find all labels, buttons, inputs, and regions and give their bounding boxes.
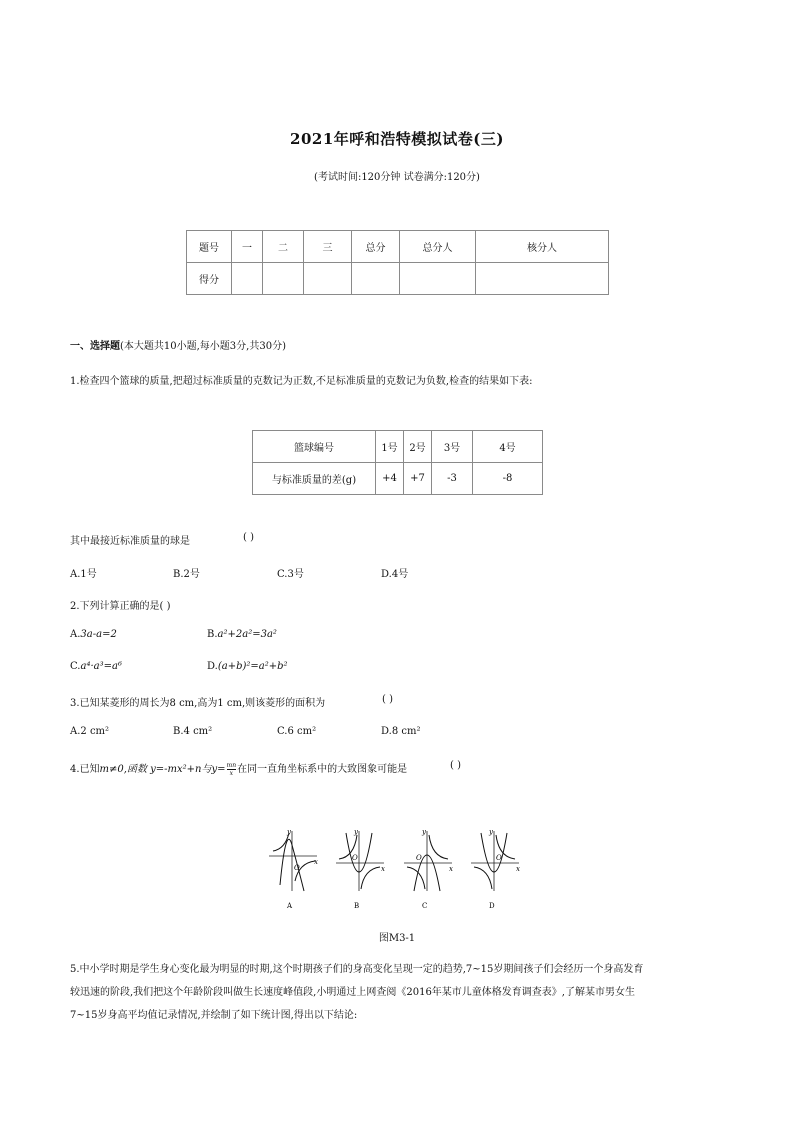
origin-label: O: [352, 854, 358, 862]
option-d: D.4号: [381, 569, 409, 580]
score-table: [186, 230, 609, 295]
option-b: B.4 cm²: [173, 726, 213, 737]
ball-value-cell: -3: [432, 463, 473, 495]
option-c: C.a⁴·a³=a⁶: [70, 661, 122, 672]
option-b: B.2号: [173, 569, 200, 580]
score-header-cell: 核分人: [476, 231, 609, 263]
graph-label-d: D: [489, 902, 495, 910]
graph-label-a: A: [287, 902, 293, 910]
basketball-table: [252, 430, 543, 495]
y-axis-label: y: [354, 828, 358, 836]
option-d: D.8 cm²: [381, 726, 421, 737]
y-axis-label: y: [287, 828, 291, 836]
ball-header-cell: 2号: [404, 431, 432, 463]
question-5-line: 5.中小学时期是学生身心变化最为明显的时期,这个时期孩子们的身高变化呈现一定的趋势,7~15岁期间孩子们会经历一个身高发育: [70, 964, 644, 975]
question-1-stem: 1.检查四个篮球的质量,把超过标准质量的克数记为正数,不足标准质量的克数记为负数,检查的结果如下表:: [70, 376, 533, 387]
graph-c: [404, 828, 453, 910]
basketball-table-value-row: [253, 463, 543, 495]
score-header-cell: 三: [304, 231, 352, 263]
question-2-stem: 2.下列计算正确的是( ): [70, 601, 171, 612]
option-c: C.3号: [277, 569, 304, 580]
question-5-line: 7~15岁身高平均值记录情况,并绘制了如下统计图,得出以下结论:: [70, 1010, 358, 1021]
answer-parens: ( ): [243, 532, 254, 543]
score-header-cell: 总分: [352, 231, 400, 263]
answer-parens: ( ): [382, 694, 393, 705]
hyperbola-branch: [407, 867, 425, 889]
graph-a: [269, 828, 318, 910]
score-table-score-row: [187, 263, 609, 295]
question-3-stem: 3.已知某菱形的周长为8 cm,高为1 cm,则该菱形的面积为: [70, 698, 326, 709]
origin-label: O: [294, 864, 300, 872]
x-axis-label: x: [314, 858, 318, 866]
score-header-cell: 总分人: [400, 231, 476, 263]
question-1-prompt: 其中最接近标准质量的球是: [70, 536, 190, 547]
ball-value-cell: +7: [404, 463, 432, 495]
score-header-cell: 二: [263, 231, 304, 263]
graph-b: [336, 828, 385, 910]
option-a: A.1号: [70, 569, 97, 580]
section-heading: 一、选择题(本大题共10小题,每小题3分,共30分): [70, 341, 286, 352]
option-b: B.a²+2a²=3a²: [207, 629, 277, 640]
exam-info: (考试时间:120分钟 试卷满分:120分): [314, 172, 480, 183]
hyperbola-branch: [429, 835, 448, 859]
option-a: A.3a-a=2: [70, 629, 117, 640]
question-4-stem: 4.已知m≠0,函数 y=-mx²+n与y= $\frac{mn}{x}$ 在同一直角坐标系中的大致图象可能是: [70, 762, 408, 777]
y-axis-label: y: [422, 828, 426, 836]
ball-header-cell: 1号: [376, 431, 404, 463]
score-table-header-row: [187, 231, 609, 263]
score-cell: [232, 263, 263, 295]
origin-label: O: [496, 854, 502, 862]
origin-label: O: [416, 854, 422, 862]
ball-header-cell: 3号: [432, 431, 473, 463]
graph-label-b: B: [354, 902, 360, 910]
score-header-cell: 一: [232, 231, 263, 263]
score-row-label: 得分: [187, 263, 232, 295]
figure-caption: 图M3-1: [378, 933, 416, 944]
option-d: D.(a+b)²=a²+b²: [207, 661, 288, 672]
option-a: A.2 cm²: [70, 726, 110, 737]
graph-label-c: C: [422, 902, 428, 910]
hyperbola-branch: [361, 867, 380, 889]
score-cell: [476, 263, 609, 295]
score-cell: [304, 263, 352, 295]
x-axis-label: x: [449, 865, 453, 873]
ball-row-label: 与标准质量的差(g): [253, 463, 376, 495]
graph-d: [471, 828, 520, 910]
score-header-cell: 题号: [187, 231, 232, 263]
page-title: 2021年呼和浩特模拟试卷(三): [290, 130, 504, 148]
ball-header-cell: 4号: [473, 431, 543, 463]
ball-value-cell: -8: [473, 463, 543, 495]
x-axis-label: x: [516, 865, 520, 873]
ball-header-cell: 篮球编号: [253, 431, 376, 463]
hyperbola-branch: [474, 867, 492, 889]
ball-value-cell: +4: [376, 463, 404, 495]
function-graphs-figure: [265, 825, 535, 920]
y-axis-label: y: [489, 828, 493, 836]
score-cell: [263, 263, 304, 295]
answer-parens: ( ): [450, 760, 461, 771]
option-c: C.6 cm²: [277, 726, 317, 737]
score-cell: [352, 263, 400, 295]
x-axis-label: x: [381, 865, 385, 873]
question-5-line: 较迅速的阶段,我们把这个年龄阶段叫做生长速度峰值段,小明通过上网查阅《2016年某市儿童体格发育调查表》,了解某市男女生: [70, 987, 635, 998]
basketball-table-header-row: [253, 431, 543, 463]
score-cell: [400, 263, 476, 295]
fraction: $\frac{mn}{x}$: [226, 762, 237, 777]
